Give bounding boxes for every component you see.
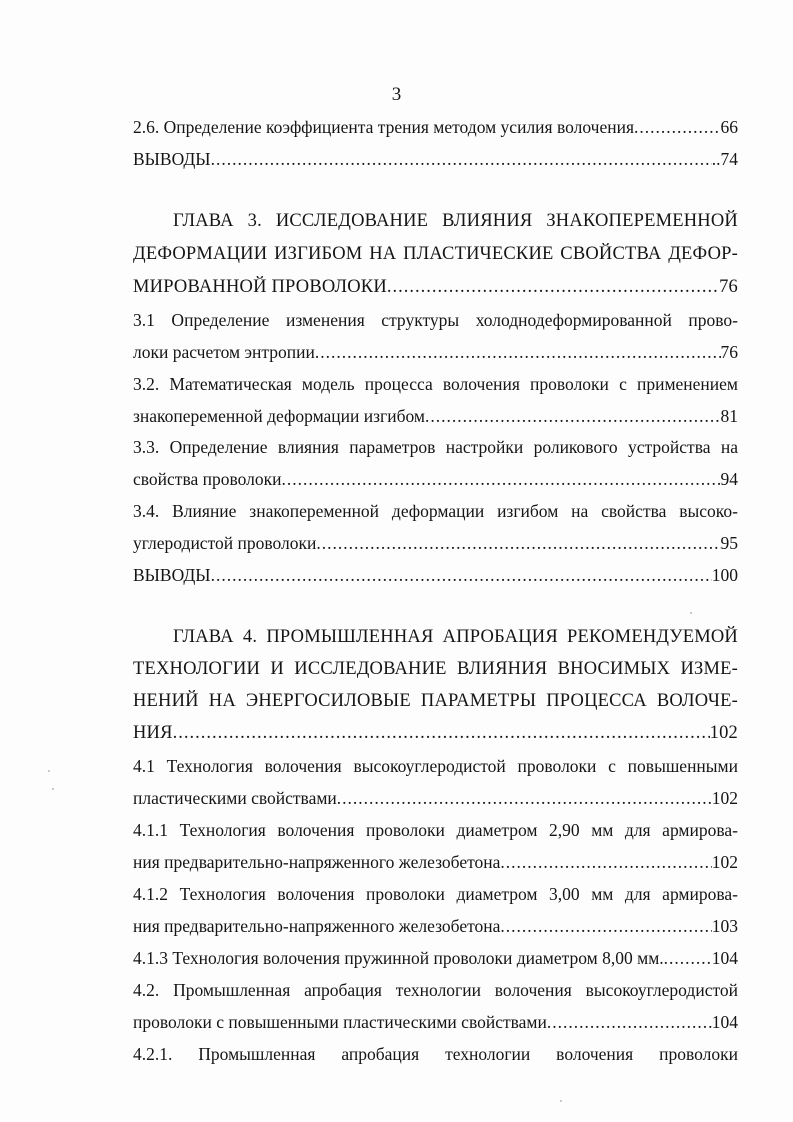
scan-speck: [690, 612, 692, 614]
chapter4-title-line3: НЕНИЙ НА ЭНЕРГОСИЛОВЫЕ ПАРАМЕТРЫ ПРОЦЕССА ВОЛОЧЕ-: [133, 691, 738, 711]
toc-entry-text: 4.1.3 Технология волочения пружинной проволоки диаметром 8,00 мм.: [133, 948, 664, 968]
toc-leader-dots: [316, 532, 720, 554]
toc-entry-conclusions-ch3: [133, 564, 738, 586]
toc-entry-4-1-2-line2: [133, 915, 738, 937]
chapter4-title-line2: ТЕХНОЛОГИИ И ИССЛЕДОВАНИЕ ВЛИЯНИЯ ВНОСИМЫХ ИЗМЕ-: [133, 659, 738, 679]
toc-entry-page: 94: [720, 469, 738, 489]
toc-leader-dots: [337, 787, 712, 809]
chapter4-title-line4: [133, 722, 738, 744]
toc-entry-text: пластическими свойствами: [133, 788, 337, 808]
toc-entry-page: 102: [711, 788, 738, 808]
toc-leader-dots: [634, 116, 720, 138]
toc-entry-4-1-2-line1: 4.1.2 Технология волочения проволоки диаметром 3,00 мм для армирова-: [133, 884, 738, 904]
toc-entry-conclusions-ch2: [133, 148, 738, 170]
toc-entry-page: 95: [720, 533, 738, 553]
chapter4-title-line1: ГЛАВА 4. ПРОМЫШЛЕННАЯ АПРОБАЦИЯ РЕКОМЕНДУЕМОЙ: [173, 627, 738, 647]
toc-entry-page: 76: [720, 342, 738, 362]
toc-entry-text: ния предварительно-напряженного железобетона: [133, 852, 501, 872]
toc-leader-dots: [282, 468, 721, 490]
scan-speck: [52, 788, 54, 790]
toc-entry-text: МИРОВАННОЙ ПРОВОЛОКИ: [133, 277, 387, 297]
chapter3-title-line3: [133, 276, 738, 298]
toc-entry-page: ..74: [711, 149, 738, 169]
toc-leader-dots: [425, 405, 721, 427]
toc-entry-4-1-1-line1: 4.1.1 Технология волочения проволоки диаметром 2,90 мм для армирова-: [133, 820, 738, 840]
toc-entry-text: 2.6. Определение коэффициента трения методом усилия волочения: [133, 117, 635, 137]
scan-speck: [48, 770, 50, 772]
toc-entry-4-2-line1: 4.2. Промышленная апробация технологии волочения высокоуглеродистой: [133, 980, 738, 1000]
toc-entry-page: 100: [711, 565, 738, 585]
scan-speck: [560, 1100, 562, 1102]
toc-entry-text: НИЯ: [133, 723, 173, 743]
toc-leader-dots: [500, 851, 711, 873]
toc-leader-dots: [387, 276, 719, 298]
page-number: 3: [391, 84, 402, 105]
toc-entry-page: 81: [720, 406, 738, 426]
toc-entry-2-6: [133, 116, 738, 138]
toc-entry-page: 102: [709, 723, 738, 743]
toc-leader-dots: [211, 564, 712, 586]
toc-entry-3-4-line2: [133, 532, 738, 554]
toc-entry-page: 102: [711, 852, 738, 872]
toc-leader-dots: [173, 722, 710, 744]
toc-entry-4-1-3: [133, 947, 738, 969]
toc-entry-3-4-line1: 3.4. Влияние знакопеременной деформации изгибом на свойства высоко-: [133, 501, 738, 521]
toc-entry-text: углеродистой проволоки: [133, 533, 317, 553]
toc-entry-3-2-line1: 3.2. Математическая модель процесса волочения проволоки с применением: [133, 374, 738, 394]
toc-entry-text: проволоки с повышенными пластическими свойствами: [133, 1012, 547, 1032]
toc-leader-dots: [500, 915, 711, 937]
toc-entry-4-1-line1: 4.1 Технология волочения высокоуглеродистой проволоки с повышенными: [133, 756, 738, 776]
toc-entry-3-3-line2: [133, 468, 738, 490]
chapter3-title-line1: ГЛАВА 3. ИССЛЕДОВАНИЕ ВЛИЯНИЯ ЗНАКОПЕРЕМЕННОЙ: [173, 211, 738, 231]
toc-entry-3-1-line2: [133, 341, 738, 363]
toc-entry-4-1-1-line2: [133, 851, 738, 873]
toc-entry-page: 104: [711, 948, 738, 968]
toc-entry-page: 76: [719, 277, 738, 297]
toc-entry-page: 66: [720, 117, 738, 137]
toc-entry-page: 103: [711, 916, 738, 936]
toc-entry-page: 104: [711, 1012, 738, 1032]
chapter3-title-line2: ДЕФОРМАЦИИ ИЗГИБОМ НА ПЛАСТИЧЕСКИЕ СВОЙСТВА ДЕФОР-: [133, 244, 738, 264]
toc-entry-3-2-line2: [133, 405, 738, 427]
toc-entry-3-1-line1: 3.1 Определение изменения структуры холоднодеформированной прово-: [133, 310, 738, 330]
toc-entry-3-3-line1: 3.3. Определение влияния параметров настройки роликового устройства на: [133, 437, 738, 457]
toc-entry-text: ния предварительно-напряженного железобетона: [133, 916, 501, 936]
toc-entry-text: ВЫВОДЫ: [133, 565, 211, 585]
toc-entry-text: знакопеременной деформации изгибом: [133, 406, 425, 426]
toc-entry-text: ВЫВОДЫ: [133, 149, 211, 169]
toc-leader-dots: [664, 947, 712, 969]
toc-entry-4-2-line2: [133, 1011, 738, 1033]
toc-entry-text: свойства проволоки: [133, 469, 282, 489]
toc-leader-dots: [211, 148, 712, 170]
toc-entry-4-2-1-line1: 4.2.1. Промышленная апробация технологии волочения проволоки: [133, 1044, 738, 1064]
toc-entry-4-1-line2: [133, 787, 738, 809]
toc-leader-dots: [547, 1011, 712, 1033]
toc-leader-dots: [315, 341, 721, 363]
toc-entry-text: локи расчетом энтропии: [133, 342, 315, 362]
